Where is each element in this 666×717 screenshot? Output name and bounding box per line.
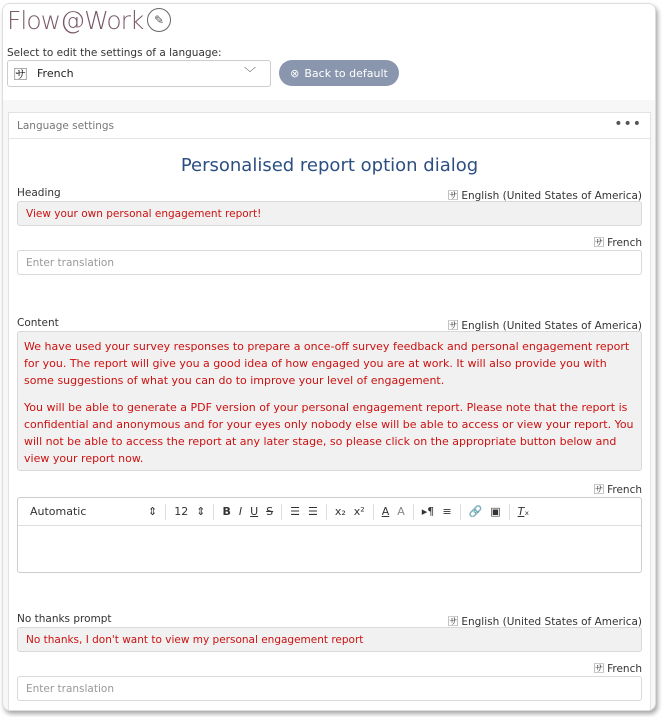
chevron-down-icon: ﹀ — [243, 66, 256, 80]
underline-icon[interactable]: U — [250, 505, 259, 518]
heading-source-lang: 🈂 English (United States of America) — [448, 190, 642, 202]
editor-toolbar — [18, 498, 641, 526]
no-thanks-source-lang: 🈂 English (United States of America) — [448, 616, 642, 628]
translate-icon: 🈂 — [593, 664, 608, 675]
heading-label: Heading — [17, 187, 61, 199]
spinner-icon: ⇕ — [148, 505, 158, 518]
more-icon[interactable]: ••• — [614, 116, 642, 132]
back-to-default-button[interactable] — [279, 60, 399, 86]
window — [2, 3, 656, 711]
heading-target-lang: 🈂 French — [593, 237, 642, 249]
content-rich-text-editor[interactable] — [17, 497, 642, 573]
image-icon[interactable]: ▣ — [490, 505, 501, 518]
font-select[interactable]: Automatic — [30, 505, 87, 518]
content-paragraph: You will be able to generate a PDF version of your personal engagement report. Please note that the report is confidential and anonymous and for your eyes only nobody else will be able to access or view your report. You will not be able to access the report at any later stage, so please click on the appropriate button below and view your report now. — [24, 401, 634, 465]
no-thanks-label: No thanks prompt — [17, 613, 112, 625]
content-source-text — [17, 331, 642, 471]
content-source-lang: 🈂 English (United States of America) — [448, 320, 642, 332]
edit-icon[interactable]: ✎ — [147, 8, 171, 32]
heading-source-text: View your own personal engagement report! — [17, 201, 642, 226]
text-direction-icon[interactable]: ▸¶ — [421, 505, 435, 518]
bullet-list-icon[interactable]: ☰ — [308, 505, 318, 518]
translate-icon: 🈂 — [14, 68, 28, 83]
clear-format-icon[interactable]: Tₓ — [517, 505, 530, 518]
highlight-icon[interactable]: A — [397, 505, 405, 518]
spinner-icon: ⇕ — [196, 505, 206, 518]
translate-icon: 🈂 — [593, 485, 608, 496]
back-to-default-label: Back to default — [304, 66, 388, 80]
language-select-label: Select to edit the settings of a language: — [7, 47, 222, 59]
translate-icon: 🈂 — [448, 191, 462, 202]
no-thanks-source-text: No thanks, I don't want to view my personal engagement report — [17, 627, 642, 652]
dialog-title: Personalised report option dialog — [180, 155, 479, 176]
content-target-lang: 🈂 French — [593, 484, 642, 496]
translate-icon: 🈂 — [593, 238, 608, 249]
font-color-icon[interactable]: A — [381, 505, 390, 518]
panel-title: Language settings — [17, 120, 115, 132]
content-label: Content — [17, 317, 59, 329]
no-thanks-target-lang: 🈂 French — [593, 663, 642, 675]
link-icon[interactable]: 🔗 — [468, 505, 483, 518]
size-select[interactable]: 12 — [174, 505, 189, 518]
app-title: Flow@Work — [7, 6, 144, 35]
no-thanks-translation-input[interactable]: Enter translation — [17, 676, 642, 701]
strikethrough-icon[interactable]: S — [266, 505, 274, 518]
language-select-value: French — [37, 67, 74, 80]
heading-translation-input[interactable]: Enter translation — [17, 250, 642, 275]
translate-icon: 🈂 — [448, 617, 462, 628]
content-paragraph: We have used your survey responses to prepare a once-off survey feedback and personal engagement report for you. The report will give you a good idea of how engaged you are at work. It will also provide you with some suggestions of what you can do to improve your level of engagement. — [24, 340, 630, 387]
align-icon[interactable]: ≡ — [442, 505, 452, 518]
ordered-list-icon[interactable]: ☰ — [290, 505, 300, 518]
language-select[interactable] — [7, 60, 271, 87]
close-circle-icon: ⊗ — [290, 66, 300, 80]
italic-icon[interactable]: I — [238, 505, 243, 518]
language-settings-panel — [8, 112, 651, 711]
superscript-icon[interactable]: x² — [353, 505, 365, 518]
bold-icon[interactable]: B — [222, 505, 231, 518]
subscript-icon[interactable]: x₂ — [334, 505, 346, 518]
header — [3, 4, 655, 100]
translate-icon: 🈂 — [448, 321, 462, 332]
